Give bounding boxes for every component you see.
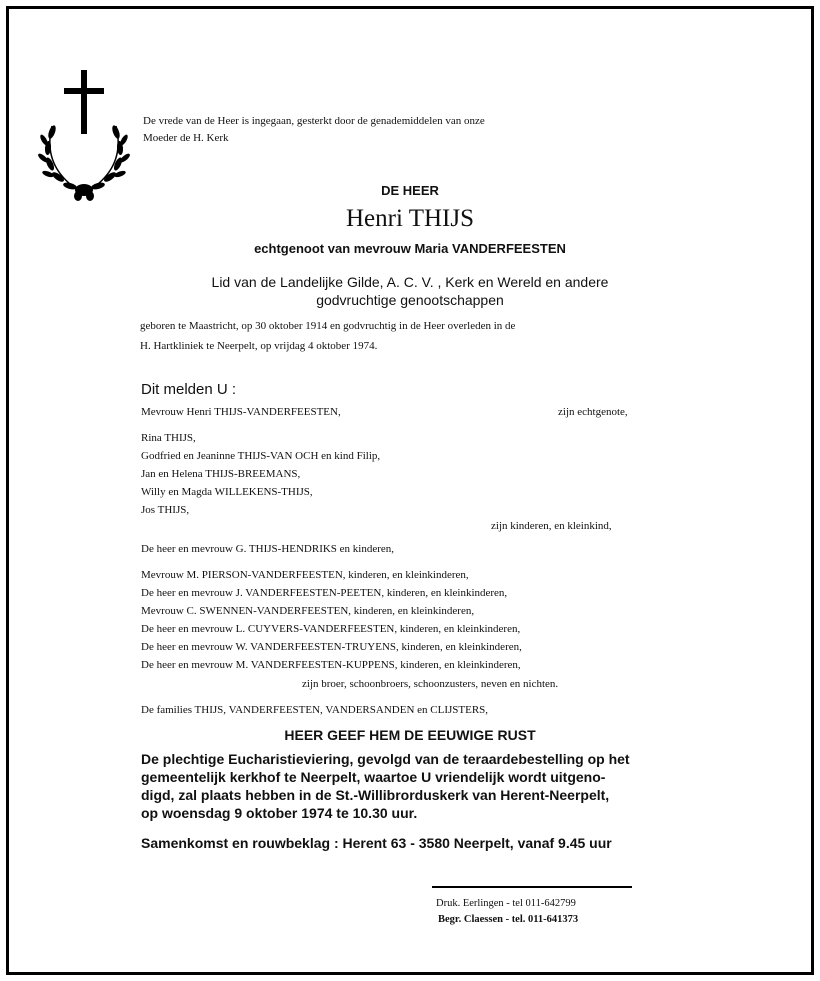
membership-line: Lid van de Landelijke Gilde, A. C. V. , Kerk en Wereld en andere xyxy=(211,274,609,290)
list-item: De heer en mevrouw M. VANDERFEESTEN-KUPPENS, kinderen, en kleinkinderen, xyxy=(141,659,521,671)
printer-line: Druk. Eerlingen - tel 011-642799 xyxy=(436,898,576,909)
list-item: Willy en Magda WILLEKENS-THIJS, xyxy=(141,486,313,498)
intro-line: De vrede van de Heer is ingegaan, gesterkt door de genademiddelen van onze xyxy=(143,115,485,127)
ceremony-line: gemeentelijk kerkhof te Neerpelt, waartoe U vriendelijk wordt uitgeno- xyxy=(141,769,606,785)
ceremony-line: digd, zal plaats hebben in de St.-Willibrorduskerk van Herent-Neerpelt, xyxy=(141,787,610,803)
list-item: Godfried en Jeaninne THIJS-VAN OCH en kind Filip, xyxy=(141,450,381,462)
list-item: Jos THIJS, xyxy=(141,504,190,516)
intro-line: Moeder de H. Kerk xyxy=(143,132,229,144)
spouse-line: echtgenoot van mevrouw Maria VANDERFEESTEN xyxy=(254,241,566,256)
list-item: De heer en mevrouw W. VANDERFEESTEN-TRUYENS, kinderen, en kleinkinderen, xyxy=(141,641,522,653)
birth-line: H. Hartkliniek te Neerpelt, op vrijdag 4 oktober 1974. xyxy=(140,340,378,352)
list-item: De heer en mevrouw L. CUYVERS-VANDERFEESTEN, kinderen, en kleinkinderen, xyxy=(141,623,521,635)
siblings-relation: zijn broer, schoonbroers, schoonzusters, neven en nichten. xyxy=(302,678,559,690)
birth-line: geboren te Maastricht, op 30 oktober 1914 en godvruchtig in de Heer overleden in de xyxy=(140,320,516,332)
ceremony-line: op woensdag 9 oktober 1974 te 10.30 uur. xyxy=(141,805,418,821)
membership-line: godvruchtige genootschappen xyxy=(316,292,504,308)
spouse-relation: zijn echtgenote, xyxy=(558,406,628,418)
gathering-line: Samenkomst en rouwbeklag : Herent 63 - 3580 Neerpelt, vanaf 9.45 uur xyxy=(141,835,612,851)
prayer-line: HEER GEEF HEM DE EEUWIGE RUST xyxy=(284,727,536,743)
children-relation: zijn kinderen, en kleinkind, xyxy=(491,520,612,532)
divider xyxy=(432,886,632,888)
announce-heading: Dit melden U : xyxy=(141,381,237,398)
list-item: Mevrouw M. PIERSON-VANDERFEESTEN, kinderen, en kleinkinderen, xyxy=(141,569,469,581)
list-item: Rina THIJS, xyxy=(141,432,196,444)
ceremony-line: De plechtige Eucharistieviering, gevolgd van de teraardebestelling op het xyxy=(141,751,630,767)
printer-line: Begr. Claessen - tel. 011-641373 xyxy=(438,914,579,925)
spouse-entry: Mevrouw Henri THIJS-VANDERFEESTEN, xyxy=(141,406,341,418)
list-item: Jan en Helena THIJS-BREEMANS, xyxy=(141,468,301,480)
list-item: De heer en mevrouw G. THIJS-HENDRIKS en kinderen, xyxy=(141,543,395,555)
list-item: De heer en mevrouw J. VANDERFEESTEN-PEETEN, kinderen, en kleinkinderen, xyxy=(141,587,508,599)
title-prefix: DE HEER xyxy=(381,183,439,198)
families-line: De families THIJS, VANDERFEESTEN, VANDERSANDEN en CLIJSTERS, xyxy=(141,704,489,716)
cross-wreath-icon xyxy=(38,66,130,202)
deceased-name: Henri THIJS xyxy=(345,205,474,232)
list-item: Mevrouw C. SWENNEN-VANDERFEESTEN, kinderen, en kleinkinderen, xyxy=(141,605,475,617)
